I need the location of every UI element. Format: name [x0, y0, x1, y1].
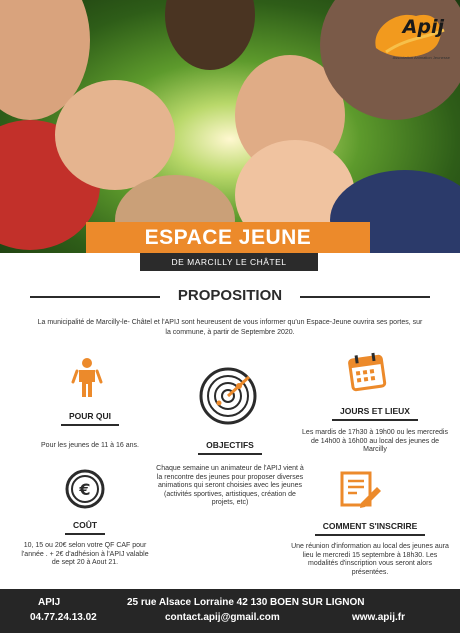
calendar-icon [347, 352, 387, 392]
title-banner: ESPACE JEUNE [86, 222, 370, 253]
logo-tagline: Association Animation Jeunesse [392, 55, 450, 60]
cout-text: 10, 15 ou 20€ selon votre QF CAF pour l'année . + 2€ d'adhésion à l'APIJ valable de sept 20 à Aout 21. [21, 542, 149, 567]
pour-qui-text: Pour les jeunes de 11 à 16 ans. [41, 442, 139, 449]
objectifs-text: Chaque semaine un animateur de l'APIJ vient à la rencontre des jeunes pour proposer diverses animations qui seront choisies avec les jeunes (activités sportives, artistiques, création de projets, etc) [156, 465, 304, 507]
cout-title: COÛT [65, 520, 105, 535]
inscrire-title: COMMENT S'INSCRIRE [315, 521, 426, 536]
radar-icon [199, 367, 257, 425]
photo-person [55, 80, 175, 190]
objectifs-title: OBJECTIFS [198, 440, 262, 455]
subtitle-banner: DE MARCILLY LE CHÂTEL [140, 253, 318, 271]
jours-block [300, 401, 450, 455]
inscrire-block [290, 516, 450, 577]
divider-right [300, 296, 430, 298]
person-icon [70, 358, 104, 398]
footer-org: APIJ [38, 597, 61, 608]
logo-text: Apij [402, 16, 444, 38]
inscrire-text: Une réunion d'information au local des jeunes aura lieu le mercredi 15 septembre à 18h30. Les modalités d'inscription vous seront alors présentées. [291, 543, 449, 576]
jours-title: JOURS ET LIEUX [332, 406, 418, 421]
footer [0, 589, 460, 633]
pour-qui-block [20, 406, 160, 451]
footer-website[interactable]: www.apij.fr [352, 612, 405, 623]
proposition-title: PROPOSITION [177, 287, 283, 304]
footer-address: 25 rue Alsace Lorraine 42 130 BOEN SUR LIGNON [127, 597, 365, 608]
pour-qui-title: POUR QUI [61, 411, 119, 426]
footer-phone: 04.77.24.13.02 [30, 612, 97, 623]
intro-text: La municipalité de Marcilly-le- Châtel et l'APIJ sont heureusent de vous informer qu'un Espace-Jeune ouvrira ses portes, sur la commune, à partir de Septembre 2020. [37, 319, 423, 336]
objectifs-block [155, 435, 305, 508]
proposition-heading [0, 286, 460, 306]
footer-email[interactable]: contact.apij@gmail.com [165, 612, 280, 623]
form-icon [339, 470, 383, 510]
jours-text: Les mardis de 17h30 à 19h00 ou les mercredis de 14h00 à 16h00 au local des jeunes de Marcilly [302, 429, 448, 454]
svg-text:€: € [79, 480, 91, 499]
photo-person [165, 0, 255, 70]
cout-block [20, 515, 150, 568]
euro-icon [65, 469, 105, 509]
